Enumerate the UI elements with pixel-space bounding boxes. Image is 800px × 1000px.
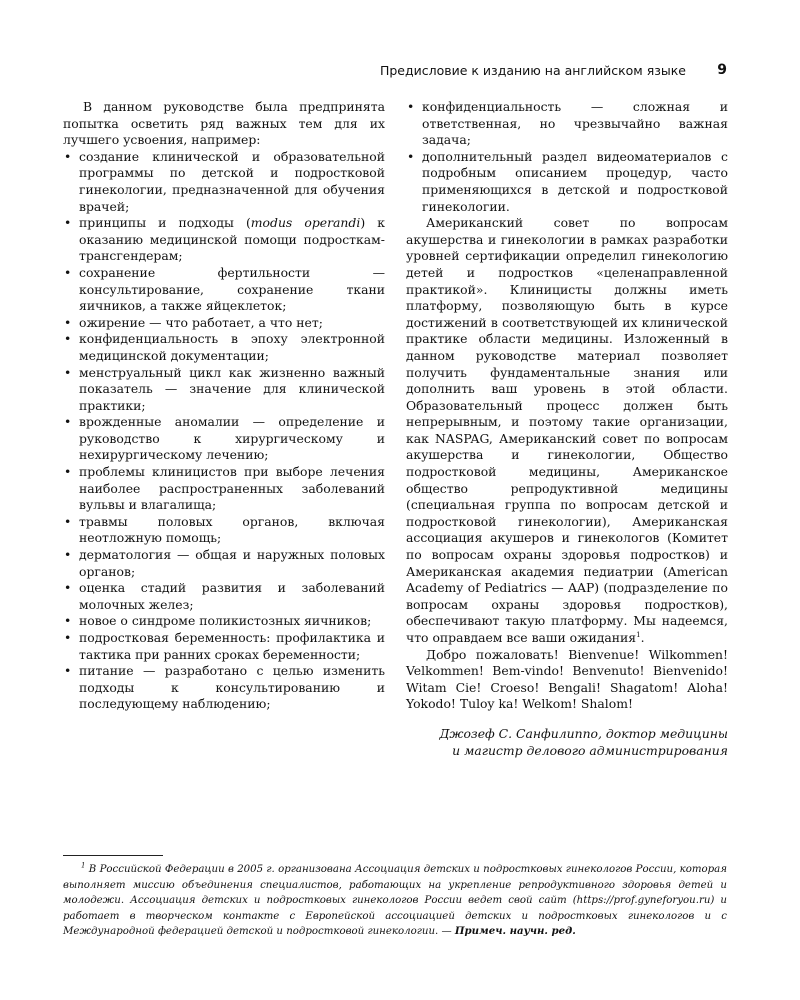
list-item: • травмы половых органов, включая неотложную помощь; — [63, 514, 385, 547]
list-item: • конфиденциальность — сложная и ответственная, но чрезвычайно важная задача; — [406, 99, 728, 149]
list-item: • новое о синдроме поликистозных яичников; — [63, 613, 385, 630]
latin-term: modus operandi — [250, 215, 361, 231]
signature-line: Джозеф С. Санфилиппо, доктор медицины — [439, 725, 728, 741]
paragraph-text: Американский совет по вопросам акушерства и гинекологии в рамках разработки уровней сертификации определил гинекологию детей и подростков «целенаправленной практикой». Клиницисты должны иметь платформу, позволяющую быть в курсе достижений в соответствующей их клинической практике области медицины. Изложенный в данном руководстве материал позволяет получить фундаментальные знания или дополнить ваш уровень в этой области. Образовательный процесс должен быть непрерывным, и поэтому такие организации, как NASPAG, Американский совет по вопросам акушерства и гинекологии, Общество подростковой медицины, Американское общество репродуктивной медицины (специальная группа по вопросам детской и подростковой гинекологии), Американская ассоциация акушеров и гинекологов (Комитет по вопросам охраны здоровья подростков) и Американская академия педиатрии (American Academy of Pediatrics — AAP) (подразделение по вопросам охраны здоровья подростков), обеспечивают такую платформу. Мы надеемся, что оправдаем все ваши ожидания — [406, 215, 728, 645]
footnote-reference[interactable]: 1 — [636, 630, 641, 639]
footnote-text: В Российской Федерации в 2005 г. организована Ассоциация детских и подростковых гинекологов России, которая выполняет миссию объединения специалистов, работающих на укрепление репродуктивного здоровья детей и молодежи. Ассоциация детских и подростковых гинекологов России ведет свой сайт (https://prof.gyneforyou.ru) и работает в творческом контакте с Европейской ассоциацией детских и подростковых гинекологов и с Международной федерацией детской и подростковой гинекологии. — — [63, 864, 727, 937]
paragraph-end: . — [640, 630, 645, 645]
list-item: • оценка стадий развития и заболеваний молочных желез; — [63, 580, 385, 613]
list-item-text: ) к оказанию медицинской помощи подросткам-трансгендерам; — [79, 215, 386, 264]
topics-list-continued — [406, 99, 728, 215]
list-item: • конфиденциальность в эпоху электронной медицинской документации; — [63, 331, 385, 364]
right-column — [406, 99, 728, 759]
footnote — [63, 862, 727, 940]
page-number: 9 — [717, 62, 727, 78]
running-title: Предисловие к изданию на английском языке — [379, 63, 686, 78]
list-item: • питание — разработано с целью изменить подходы к консультированию и последующему наблюдению; — [63, 663, 385, 713]
footnote-mark: 1 — [81, 861, 86, 870]
list-item: • подростковая беременность: профилактика и тактика при ранних сроках беременности; — [63, 630, 385, 663]
list-item: • дерматология — общая и наружных половых органов; — [63, 547, 385, 580]
body-paragraph — [406, 215, 728, 646]
editor-note: Примеч. научн. ред. — [454, 925, 576, 937]
list-item — [63, 215, 385, 265]
list-item: • врожденные аномалии — определение и руководство к хирургическому и нехирургическому лечению; — [63, 414, 385, 464]
list-item: • создание клинической и образовательной программы по детской и подростковой гинекологии, предназначенной для обучения врачей; — [63, 149, 385, 215]
list-item: • проблемы клиницистов при выборе лечения наиболее распространенных заболеваний вульвы и влагалища; — [63, 464, 385, 514]
topics-list — [63, 149, 385, 713]
list-item: • ожирение — что работает, а что нет; — [63, 315, 385, 332]
list-item: • дополнительный раздел видеоматериалов с подробным описанием процедур, часто применяющихся в детской и подростковой гинекологии. — [406, 149, 728, 215]
signature — [406, 726, 728, 759]
running-header — [60, 63, 727, 81]
signature-line: и магистр делового администрирования — [452, 742, 728, 758]
list-item-text: принципы и подходы ( — [79, 215, 251, 231]
welcome-paragraph: Добро пожаловать! Bienvenue! Wilkommen! Velkommen! Bem-vindo! Benvenuto! Bienvenido! Witam Cie! Croeso! Bengali! Shagatom! Aloha! Yokodo! Tuloy ka! Welkom! Shalom! — [406, 646, 728, 712]
intro-paragraph: В данном руководстве была предпринята попытка осветить ряд важных тем для их лучшего усвоения, например: — [63, 99, 385, 148]
list-item: • сохранение фертильности — консультирование, сохранение ткани яичников, а также яйцеклеток; — [63, 265, 385, 315]
left-column — [63, 99, 385, 713]
footnote-divider — [63, 855, 163, 856]
list-item: • менструальный цикл как жизненно важный показатель — значение для клинической практики; — [63, 365, 385, 415]
